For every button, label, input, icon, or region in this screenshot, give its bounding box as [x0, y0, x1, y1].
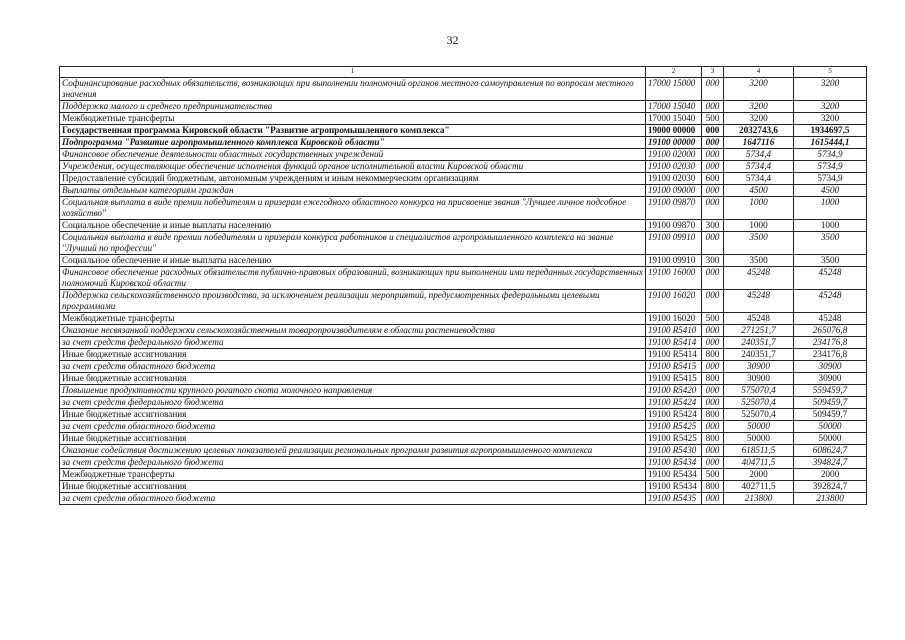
row-name: Иные бюджетные ассигнования: [60, 481, 646, 493]
header-row: [60, 67, 867, 78]
row-name: Социальная выплата в виде премии победителям и призерам конкурса работников и специалистов агропромышленного комплекса на звание "Лучший по профессии": [60, 232, 646, 255]
row-expense-type: 300: [702, 255, 724, 267]
row-value-year1: 50000: [724, 421, 794, 433]
row-value-year1: 213800: [724, 493, 794, 505]
row-code: 19100 16020: [646, 313, 702, 325]
table-row: [60, 313, 867, 325]
table-row: [60, 373, 867, 385]
row-expense-type: 000: [702, 493, 724, 505]
row-name: Социальная выплата в виде премии победителям и призерам ежегодного областного конкурса на присвоение звания "Лучшее личное подсобное хозяйство": [60, 197, 646, 220]
row-name: Межбюджетные трансферты: [60, 313, 646, 325]
row-code: 17000 15040: [646, 101, 702, 113]
row-code: 19100 02000: [646, 149, 702, 161]
row-expense-type: 000: [702, 385, 724, 397]
table-row: [60, 433, 867, 445]
row-code: 19100 R5415: [646, 373, 702, 385]
row-code: 19100 R5430: [646, 445, 702, 457]
row-expense-type: 000: [702, 325, 724, 337]
row-name: Софинансирование расходных обязательств, возникающих при выполнении полномочий органов местного самоуправления по вопросам местного значения: [60, 78, 646, 101]
row-code: 19100 09870: [646, 197, 702, 220]
table-row: [60, 125, 867, 137]
row-expense-type: 800: [702, 373, 724, 385]
row-expense-type: 000: [702, 149, 724, 161]
row-expense-type: 000: [702, 361, 724, 373]
row-code: 19100 02030: [646, 173, 702, 185]
row-expense-type: 000: [702, 197, 724, 220]
row-value-year1: 3200: [724, 113, 794, 125]
column-header: 5: [794, 67, 867, 78]
row-value-year1: 404711,5: [724, 457, 794, 469]
row-value-year1: 45248: [724, 290, 794, 313]
table-row: [60, 409, 867, 421]
table-row: [60, 173, 867, 185]
row-value-year2: 392824,7: [794, 481, 867, 493]
row-value-year1: 4500: [724, 185, 794, 197]
row-name: Финансовое обеспечение деятельности областных государственных учреждений: [60, 149, 646, 161]
row-value-year2: 1934697,5: [794, 125, 867, 137]
table-row: [60, 481, 867, 493]
row-expense-type: 800: [702, 433, 724, 445]
row-expense-type: 000: [702, 445, 724, 457]
table-row: [60, 185, 867, 197]
table-row: [60, 493, 867, 505]
row-code: 19100 09870: [646, 220, 702, 232]
row-value-year2: 509459,7: [794, 409, 867, 421]
column-header: 1: [60, 67, 646, 78]
row-name: Межбюджетные трансферты: [60, 469, 646, 481]
row-value-year2: 45248: [794, 313, 867, 325]
row-value-year2: 234176,8: [794, 349, 867, 361]
row-name: Оказание содействия достижению целевых показателей реализации региональных программ развития агропромышленного комплекса: [60, 445, 646, 457]
row-code: 19100 09910: [646, 232, 702, 255]
row-name: за счет средств федерального бюджета: [60, 337, 646, 349]
row-name: Иные бюджетные ассигнования: [60, 433, 646, 445]
row-name: за счет средств федерального бюджета: [60, 397, 646, 409]
table-row: [60, 220, 867, 232]
table-row: [60, 385, 867, 397]
row-value-year2: 3500: [794, 255, 867, 267]
table-row: [60, 457, 867, 469]
row-code: 19100 02030: [646, 161, 702, 173]
row-value-year1: 30900: [724, 373, 794, 385]
row-expense-type: 000: [702, 78, 724, 101]
row-value-year2: 45248: [794, 290, 867, 313]
row-value-year1: 402711,5: [724, 481, 794, 493]
row-name: Социальное обеспечение и иные выплаты населению: [60, 255, 646, 267]
row-value-year2: 265076,8: [794, 325, 867, 337]
row-value-year1: 525070,4: [724, 409, 794, 421]
table-row: [60, 232, 867, 255]
table-row: [60, 349, 867, 361]
row-name: Выплаты отдельным категориям граждан: [60, 185, 646, 197]
row-value-year1: 575070,4: [724, 385, 794, 397]
row-value-year2: 509459,7: [794, 397, 867, 409]
row-name: Поддержка малого и среднего предпринимательства: [60, 101, 646, 113]
column-header: 2: [646, 67, 702, 78]
row-value-year2: 608624,7: [794, 445, 867, 457]
row-code: 17000 15040: [646, 113, 702, 125]
row-code: 19100 16000: [646, 267, 702, 290]
row-name: Социальное обеспечение и иные выплаты населению: [60, 220, 646, 232]
row-value-year1: 50000: [724, 433, 794, 445]
row-code: 19100 R5434: [646, 469, 702, 481]
row-value-year2: 3200: [794, 78, 867, 101]
row-code: 19100 00000: [646, 137, 702, 149]
row-value-year1: 1000: [724, 220, 794, 232]
row-expense-type: 500: [702, 469, 724, 481]
row-name: Повышение продуктивности крупного рогатого скота молочного направления: [60, 385, 646, 397]
row-value-year1: 525070,4: [724, 397, 794, 409]
row-expense-type: 800: [702, 409, 724, 421]
budget-table: [59, 66, 867, 505]
table-row: [60, 421, 867, 433]
row-expense-type: 000: [702, 290, 724, 313]
table-row: [60, 113, 867, 125]
row-name: Финансовое обеспечение расходных обязательств публично-правовых образований, возникающих при выполнении ими переданных государственных полномочий Кировской области: [60, 267, 646, 290]
row-expense-type: 000: [702, 457, 724, 469]
page-number: 32: [446, 33, 459, 47]
row-value-year1: 45248: [724, 313, 794, 325]
row-expense-type: 000: [702, 337, 724, 349]
row-value-year2: 5734,9: [794, 149, 867, 161]
row-code: 19100 R5414: [646, 349, 702, 361]
row-code: 19100 16020: [646, 290, 702, 313]
row-name: Поддержка сельскохозяйственного производства, за исключением реализации мероприятий, предусмотренных федеральными целевыми программами: [60, 290, 646, 313]
table-row: [60, 78, 867, 101]
table-row: [60, 255, 867, 267]
row-name: Иные бюджетные ассигнования: [60, 373, 646, 385]
table-row: [60, 161, 867, 173]
row-expense-type: 600: [702, 173, 724, 185]
table-row: [60, 137, 867, 149]
row-value-year2: 45248: [794, 267, 867, 290]
row-value-year2: 2000: [794, 469, 867, 481]
row-value-year2: 50000: [794, 421, 867, 433]
row-value-year1: 3500: [724, 255, 794, 267]
row-value-year1: 3200: [724, 101, 794, 113]
row-value-year2: 3200: [794, 113, 867, 125]
row-value-year1: 30900: [724, 361, 794, 373]
row-name: Подпрограмма "Развитие агропромышленного комплекса Кировской области": [60, 137, 646, 149]
row-value-year1: 5734,4: [724, 161, 794, 173]
table-row: [60, 101, 867, 113]
row-value-year1: 45248: [724, 267, 794, 290]
row-value-year1: 1647116: [724, 137, 794, 149]
row-expense-type: 000: [702, 101, 724, 113]
row-code: 19100 R5424: [646, 409, 702, 421]
table-row: [60, 445, 867, 457]
row-expense-type: 500: [702, 113, 724, 125]
row-value-year2: 30900: [794, 373, 867, 385]
row-code: 19100 R5435: [646, 493, 702, 505]
row-name: за счет средств областного бюджета: [60, 361, 646, 373]
row-value-year1: 271251,7: [724, 325, 794, 337]
row-code: 19100 09910: [646, 255, 702, 267]
table-row: [60, 325, 867, 337]
row-code: 19100 R5434: [646, 481, 702, 493]
row-value-year2: 1000: [794, 220, 867, 232]
row-value-year2: 3500: [794, 232, 867, 255]
table-row: [60, 267, 867, 290]
row-value-year2: 4500: [794, 185, 867, 197]
table-row: [60, 149, 867, 161]
table-row: [60, 469, 867, 481]
row-name: за счет средств областного бюджета: [60, 421, 646, 433]
row-expense-type: 000: [702, 137, 724, 149]
row-name: Учреждения, осуществляющие обеспечение исполнения функций органов исполнительной власти Кировской области: [60, 161, 646, 173]
table-row: [60, 361, 867, 373]
row-value-year2: 234176,8: [794, 337, 867, 349]
row-value-year2: 30900: [794, 361, 867, 373]
row-expense-type: 000: [702, 267, 724, 290]
row-code: 19100 09000: [646, 185, 702, 197]
row-code: 19100 R5434: [646, 457, 702, 469]
table-row: [60, 337, 867, 349]
row-value-year2: 213800: [794, 493, 867, 505]
row-expense-type: 000: [702, 232, 724, 255]
row-name: за счет средств федерального бюджета: [60, 457, 646, 469]
row-expense-type: 800: [702, 481, 724, 493]
row-code: 19000 00000: [646, 125, 702, 137]
row-code: 19100 R5424: [646, 397, 702, 409]
row-value-year2: 3200: [794, 101, 867, 113]
row-value-year1: 618511,5: [724, 445, 794, 457]
row-name: Межбюджетные трансферты: [60, 113, 646, 125]
row-expense-type: 000: [702, 161, 724, 173]
row-value-year2: 5734,9: [794, 173, 867, 185]
table-row: [60, 197, 867, 220]
row-expense-type: 800: [702, 349, 724, 361]
row-value-year2: 394824,7: [794, 457, 867, 469]
row-expense-type: 000: [702, 421, 724, 433]
row-code: 19100 R5425: [646, 421, 702, 433]
row-code: 17000 15000: [646, 78, 702, 101]
column-header: 4: [724, 67, 794, 78]
row-code: 19100 R5414: [646, 337, 702, 349]
table-row: [60, 397, 867, 409]
row-code: 19100 R5415: [646, 361, 702, 373]
row-value-year2: 5734,9: [794, 161, 867, 173]
table-row: [60, 290, 867, 313]
row-name: Иные бюджетные ассигнования: [60, 409, 646, 421]
row-name: Государственная программа Кировской области "Развитие агропромышленного комплекса": [60, 125, 646, 137]
row-value-year1: 5734,4: [724, 173, 794, 185]
row-value-year1: 3500: [724, 232, 794, 255]
row-expense-type: 000: [702, 397, 724, 409]
row-name: за счет средств областного бюджета: [60, 493, 646, 505]
row-value-year1: 5734,4: [724, 149, 794, 161]
row-expense-type: 500: [702, 313, 724, 325]
column-header: 3: [702, 67, 724, 78]
row-value-year1: 1000: [724, 197, 794, 220]
row-value-year2: 1615444,1: [794, 137, 867, 149]
row-value-year2: 50000: [794, 433, 867, 445]
row-value-year1: 240351,7: [724, 337, 794, 349]
row-code: 19100 R5425: [646, 433, 702, 445]
row-expense-type: 000: [702, 185, 724, 197]
row-value-year1: 240351,7: [724, 349, 794, 361]
row-value-year2: 1000: [794, 197, 867, 220]
row-expense-type: 300: [702, 220, 724, 232]
row-name: Оказание несвязанной поддержки сельскохозяйственным товаропроизводителям в области растениеводства: [60, 325, 646, 337]
row-value-year2: 559459,7: [794, 385, 867, 397]
row-name: Иные бюджетные ассигнования: [60, 349, 646, 361]
row-name: Предоставление субсидий бюджетным, автономным учреждениям и иным некоммерческим организациям: [60, 173, 646, 185]
row-value-year1: 3200: [724, 78, 794, 101]
row-expense-type: 000: [702, 125, 724, 137]
row-code: 19100 R5420: [646, 385, 702, 397]
row-code: 19100 R5410: [646, 325, 702, 337]
row-value-year1: 2032743,6: [724, 125, 794, 137]
row-value-year1: 2000: [724, 469, 794, 481]
